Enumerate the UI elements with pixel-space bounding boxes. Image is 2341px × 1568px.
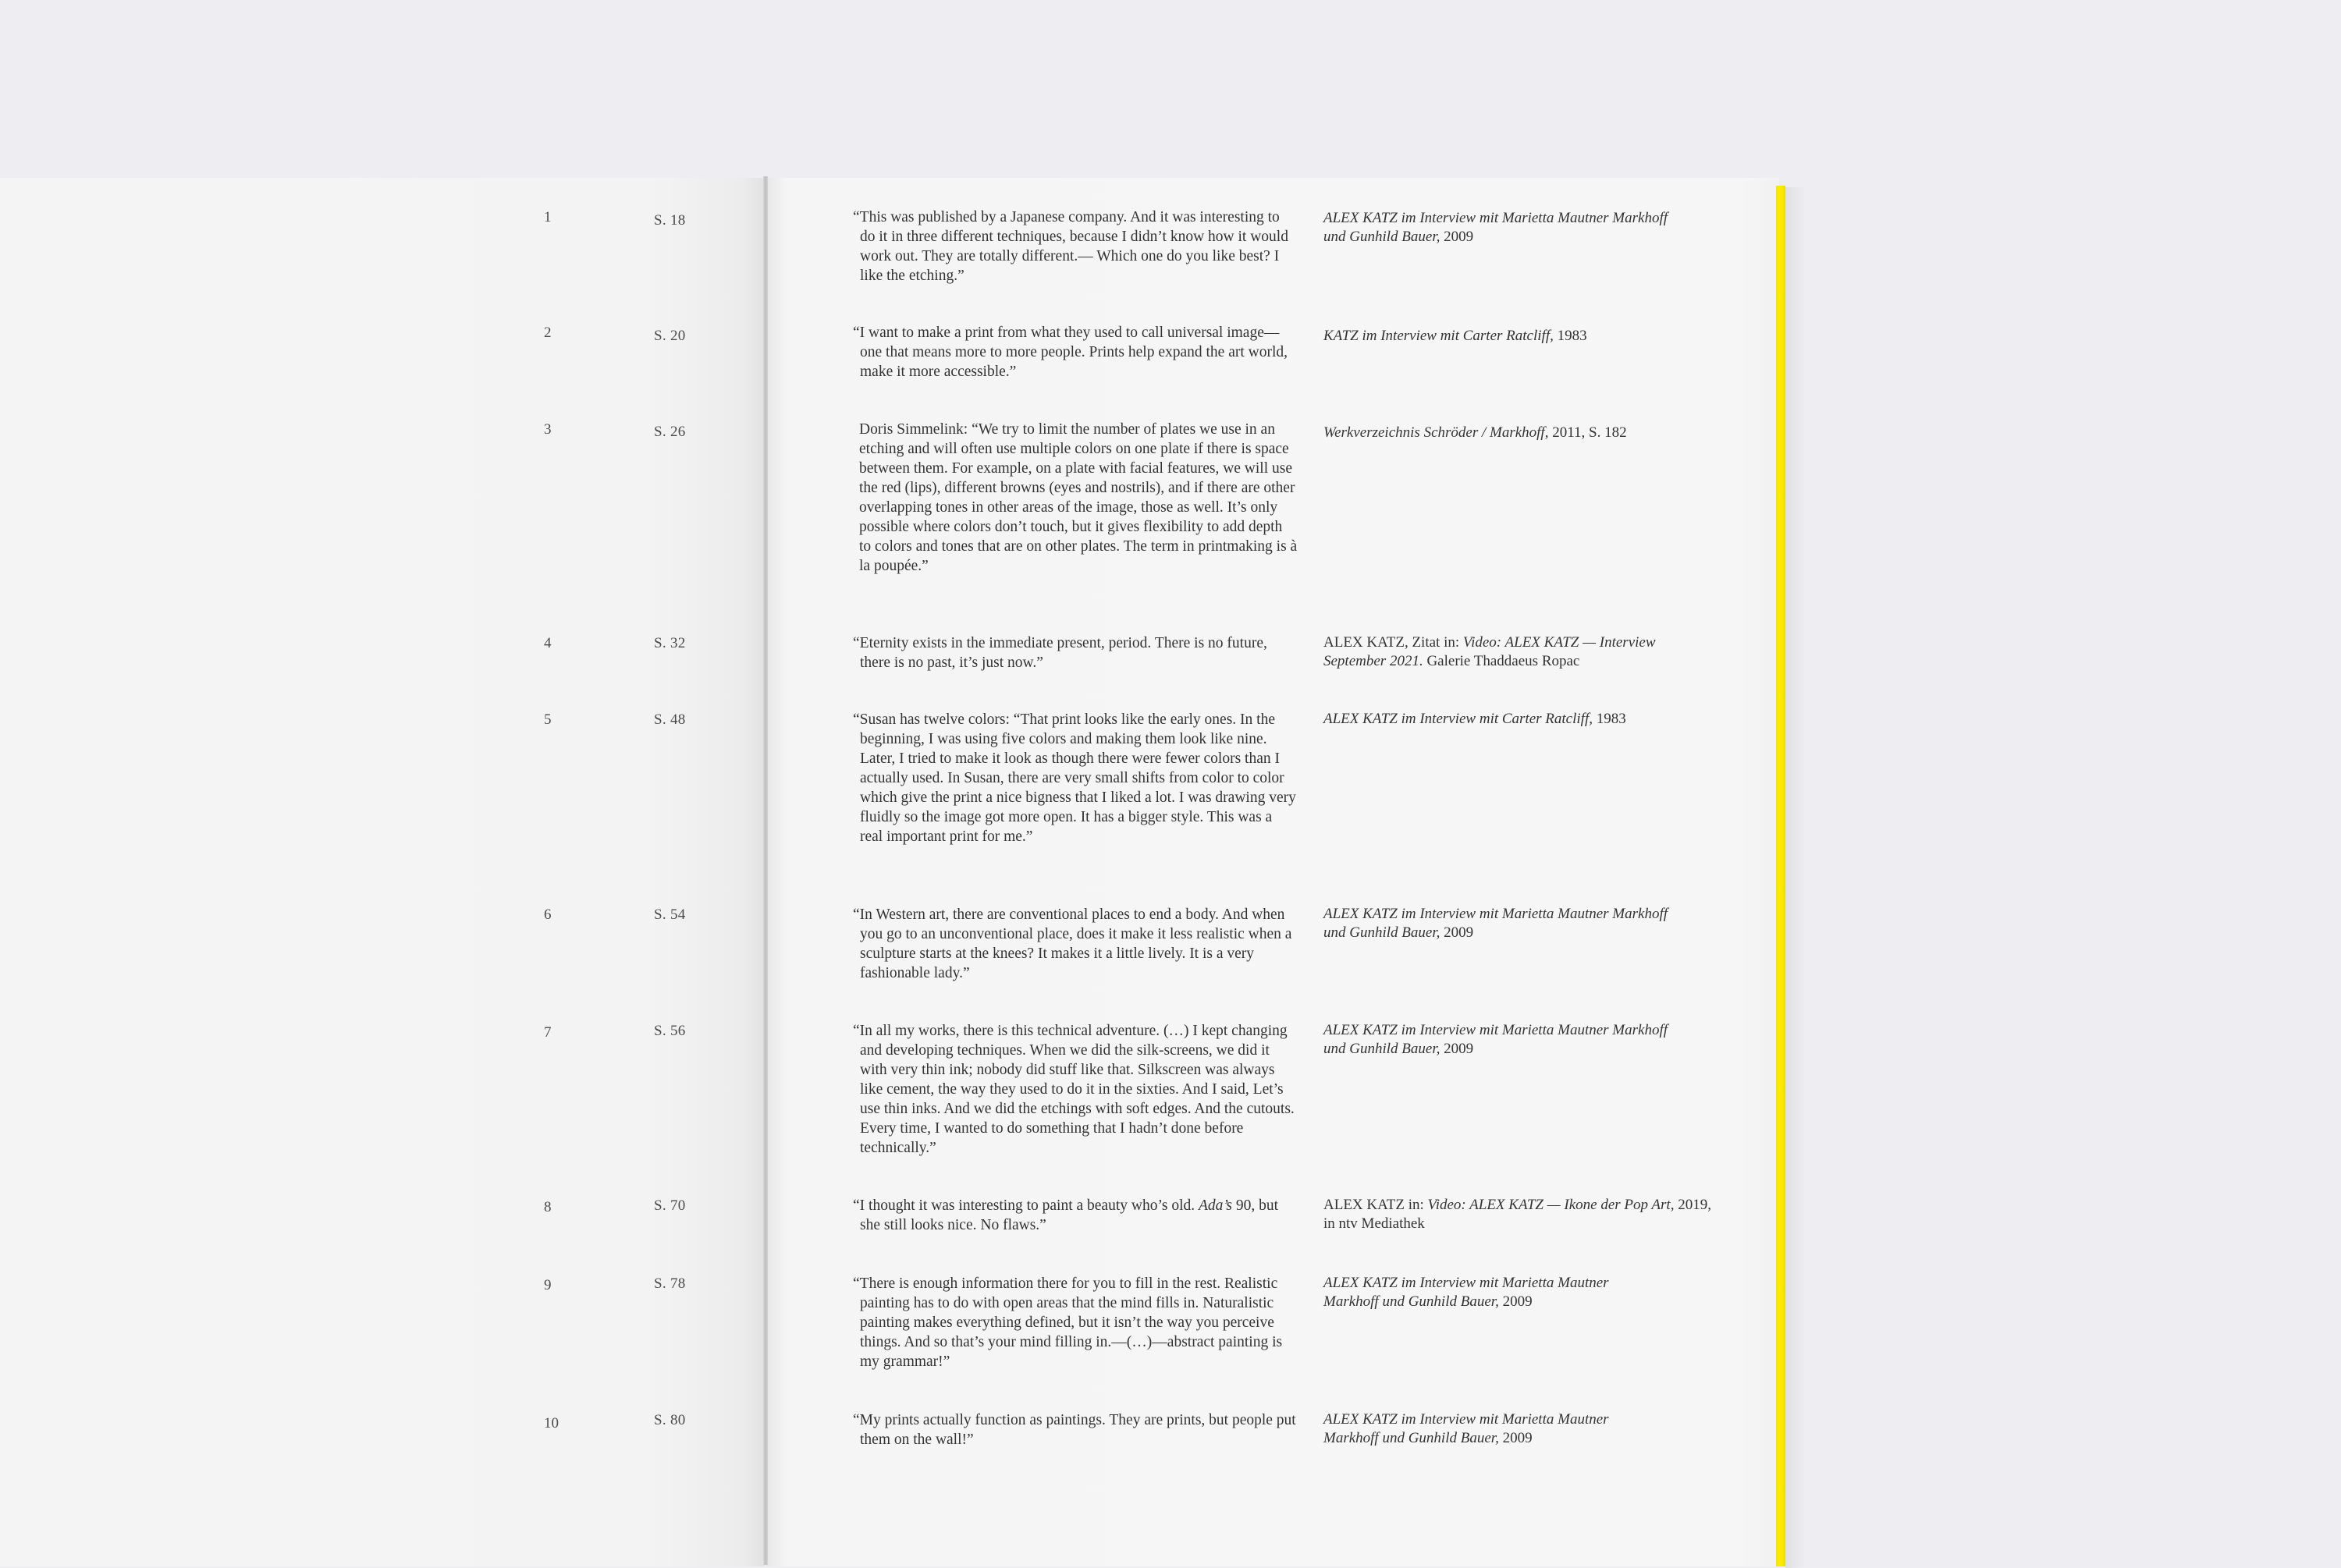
page-shadow: [1785, 187, 1806, 1568]
quote-title: Ada’s: [1199, 1197, 1232, 1214]
source-title: ALEX KATZ im Interview mit Marietta Mautner Markhoff und Gunhild Bauer,: [1323, 1411, 1609, 1446]
yellow-page-edge: [1776, 186, 1785, 1566]
page-reference: S. 80: [654, 1412, 686, 1428]
source-year: 2009: [1498, 1293, 1533, 1310]
source-title: Video: ALEX KATZ — Interview September 2021.: [1323, 634, 1656, 669]
entry-number: 4: [544, 635, 552, 651]
source-title: ALEX KATZ im Interview mit Marietta Mautner Markhoff und Gunhild Bauer,: [1323, 1022, 1668, 1057]
entry-quote: “Susan has twelve colors: “That print looks like the early ones. In the beginning, I was using five colors and making them look like nine. Later, I tried to make it look as though there were fewer colors than I actually used. In Susan, there are very small shifts from color to color which give the print a nice bigness that I liked a lot. I was drawing very fluidly so the image got more open. It has a bigger style. This was a real important print for me.”: [853, 711, 1296, 845]
source-title: Video: ALEX KATZ — Ikone der Pop Art,: [1427, 1197, 1675, 1213]
source-title: Werkverzeichnis Schröder / Markhoff,: [1323, 424, 1549, 441]
entry-source: [1323, 905, 1690, 942]
source-year: 2009: [1440, 1041, 1474, 1057]
page-reference: S. 18: [654, 212, 686, 229]
entry-number: 2: [544, 325, 552, 341]
entry-quote: “This was published by a Japanese company. And it was interesting to do it in three different techniques, because I didn’t know how it would work out. They are totally different.— Which one do you like best? I like the etching.”: [853, 209, 1288, 284]
entry-quote: “I want to make a print from what they used to call universal image—one that means more to more people. Prints help expand the art world, make it more accessible.”: [853, 325, 1288, 380]
entry-source: [1323, 1196, 1714, 1233]
entry-source: [1323, 327, 1729, 346]
entry-number: 5: [544, 711, 552, 728]
quote-lead: “I thought it was interesting to paint a beauty who’s old.: [853, 1197, 1199, 1214]
source-title: KATZ im Interview mit Carter Ratcliff,: [1323, 328, 1554, 344]
left-page: [0, 178, 765, 1566]
entry-quote: “There is enough information there for you to fill in the rest. Realistic painting has to do with open areas that the mind fills in. Naturalistic painting makes everything defined, but it isn’t the way you perceive things. And so that’s your mind filling in.—(…)—abstract painting is my grammar!”: [853, 1275, 1283, 1370]
source-publisher: Galerie Thaddaeus Ropac: [1423, 653, 1580, 669]
source-year: 2011, S. 182: [1548, 424, 1627, 441]
source-lead: ALEX KATZ, Zitat in:: [1323, 634, 1463, 651]
source-year: 2009: [1498, 1430, 1533, 1446]
page-reference: S. 32: [654, 635, 686, 651]
entry-source: [1323, 710, 1729, 729]
page-reference: S. 20: [654, 328, 686, 344]
entry-quote: “Eternity exists in the immediate present, period. There is no future, there is no past, it’s just now.”: [853, 635, 1267, 671]
source-title: ALEX KATZ im Interview mit Carter Ratcliff,: [1323, 711, 1593, 727]
entry-source: [1323, 424, 1729, 442]
source-year: 2009: [1440, 229, 1474, 245]
entry-source: [1323, 209, 1690, 247]
entry-number: 3: [544, 421, 552, 438]
source-title: ALEX KATZ im Interview mit Marietta Mautner Markhoff und Gunhild Bauer,: [1323, 1275, 1609, 1310]
entry-source: [1323, 1274, 1651, 1311]
entry-quote: “In all my works, there is this technical adventure. (…) I kept changing and developing techniques. When we did the silk-screens, we did it with very thin ink; nobody did stuff like that. Silkscreen was always like cement, the way they used to do it in the sixties. And I said, Let’s use thin inks. And we did the etchings with soft edges. And the cutouts. Every time, I wanted to do something that I hadn’t done before technically.”: [853, 1023, 1295, 1156]
page-reference: S. 26: [654, 424, 686, 440]
entry-number: 1: [544, 209, 552, 225]
source-year: 2009: [1440, 924, 1474, 941]
page-reference: S. 56: [654, 1023, 686, 1039]
book-gutter: [763, 176, 768, 1565]
entry-number: 10: [544, 1415, 559, 1431]
source-year: 1983: [1553, 328, 1587, 344]
entry-quote: Doris Simmelink: “We try to limit the number of plates we use in an etching and will often use multiple colors on one plate if there is space between them. For example, on a plate with facial features, we will use the red (lips), different browns (eyes and nostrils), and if there are other overlapping tones in other areas of the image, those as well. It’s only possible where colors don’t touch, but it gives flexibility to add depth to colors and tones that are on other plates. The term in printmaking is à la poupée.”: [859, 421, 1298, 574]
entry-source: [1323, 633, 1690, 671]
entry-source: [1323, 1410, 1651, 1448]
entry-number: 6: [544, 906, 552, 923]
quote-tail: 90, but she still looks nice. No flaws.”: [860, 1197, 1279, 1233]
source-title: ALEX KATZ im Interview mit Marietta Mautner Markhoff und Gunhild Bauer,: [1323, 906, 1668, 941]
entry-quote: [853, 1196, 1298, 1235]
source-lead: ALEX KATZ in:: [1323, 1197, 1428, 1213]
page-reference: S. 78: [654, 1275, 686, 1292]
page-reference: S. 48: [654, 711, 686, 728]
entry-quote: “My prints actually function as paintings. They are prints, but people put them on the wall!”: [853, 1412, 1296, 1448]
source-title: ALEX KATZ im Interview mit Marietta Mautner Markhoff und Gunhild Bauer,: [1323, 210, 1668, 245]
entry-number: 7: [544, 1024, 552, 1041]
page-reference: S. 54: [654, 906, 686, 923]
entry-source: [1323, 1021, 1690, 1059]
entry-quote: “In Western art, there are conventional places to end a body. And when you go to an unconventional place, does it make it less realistic when a sculpture starts at the knees? It makes it a little lively. It is a very fashionable lady.”: [853, 906, 1292, 981]
source-publisher: 2019, in ntv Mediathek: [1323, 1197, 1711, 1232]
page-reference: S. 70: [654, 1197, 686, 1214]
entry-number: 8: [544, 1199, 552, 1215]
source-year: 1983: [1592, 711, 1626, 727]
entry-number: 9: [544, 1277, 552, 1293]
